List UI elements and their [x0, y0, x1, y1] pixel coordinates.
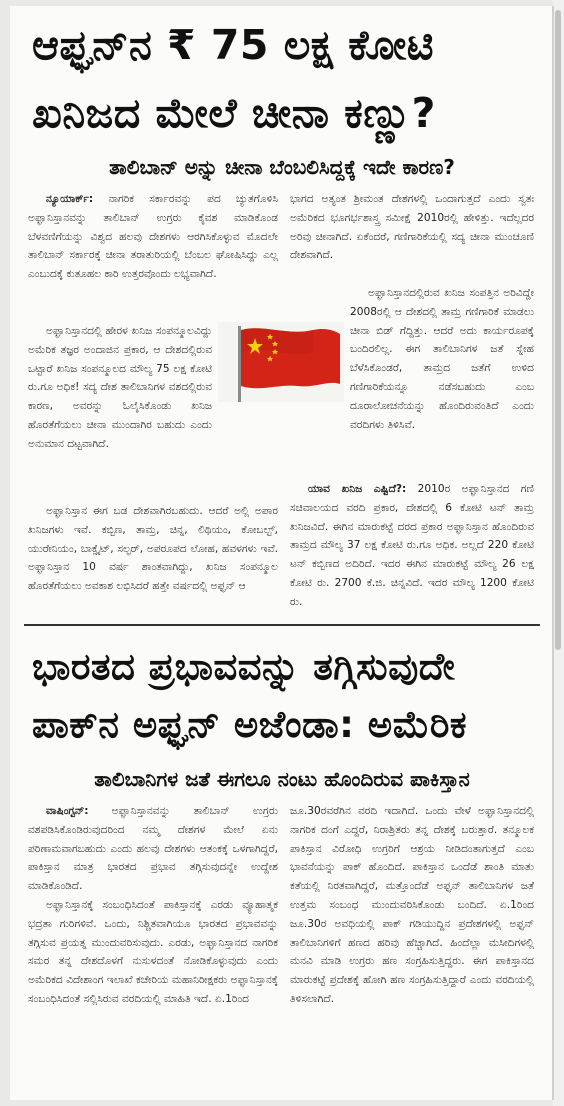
article1-left-paragraph-3: ಅಫ್ಘಾನಿಸ್ತಾನ ಈಗ ಬಡ ದೇಶವಾಗಿರಬಹುದು. ಆದರೆ ಅಲ್ಲಿ ಅಪಾರ ಖನಿಜಗಳು ಇವೆ. ಕಬ್ಬಿಣ, ತಾಮ್ರ, ಚಿನ್ನ, ಲಿಥಿಯಂ, ಕೋಬಲ್ಟ್, ಯುರೇನಿಯಂ, ಬಾಕ್ಸೈಟ್, ಸಲ್ಫರ್, ಅಪರೂಪದ ಲೋಹ, ಹವಳಗಳು ಇವೆ. ಅಫ್ಘಾನಿಸ್ತಾನ 10 ವರ್ಷ ಶಾಂತವಾಗಿದ್ದು, ಖನಿಜ ಸಂಪನ್ಮೂಲ ಹೊರತೆಗೆಯಲು ಅವಕಾಶ ಲಭಿಸಿದರೆ ಹತ್ತೇ ವರ್ಷದಲ್ಲಿ ಅಫ್ಘನ್ ಆ [28, 505, 278, 593]
article1-left-paragraph-1: ನಾಗರಿಕ ಸರ್ಕಾರವನ್ನು ಪದ ಚ್ಯುತಗೊಳಿಸಿ ಅಫ್ಘಾನಿಸ್ತಾನವನ್ನು ತಾಲಿಬಾನ್ ಉಗ್ರರು ಕೈವಶ ಮಾಡಿಕೊಂಡ ಬೆಳವಣಿಗೆಯನ್ನು ವಿಶ್ವದ ಹಲವು ದೇಶಗಳು ಆರಗಿಸಿಕೊಳ್ಳುವ ಮೊದಲೇ ತಾಲಿಬಾನ್ ಸರ್ಕಾರಕ್ಕೆ ಚೀನಾ ತರಾತುರಿಯಲ್ಲಿ ಬೆಂಬಲ ಘೋಷಿಸಿದ್ದು ಎಲ್ಲ ಎಂಬುದಕ್ಕೆ ಕುತೂಹಲ ಕಾರಿ ಉತ್ತರವೊಂದು ಲಭ್ಯವಾಗಿದೆ. [28, 193, 278, 281]
article1-right-column-bottom [290, 480, 534, 612]
article2-headline-line1: ಭಾರತದ ಪ್ರಭಾವವನ್ನು ತಗ್ಗಿಸುವುದೇ [32, 645, 456, 688]
article2-right-column [290, 802, 534, 1009]
article1-left-column-bottom [28, 502, 278, 596]
article2-left-paragraph-2: ಅಫ್ಘಾನಿಸ್ತಾನಕ್ಕೆ ಸಂಬಂಧಿಸಿದಂತೆ ಪಾಕಿಸ್ತಾನಕ್ಕೆ ಎರಡು ವ್ಯೂಹಾತ್ಮಕ ಭದ್ರತಾ ಗುರಿಗಳಿವೆ. ಒಂದು, ನಿಶ್ಚಿತವಾಗಿಯೂ ಭಾರತದ ಪ್ರಭಾವವನ್ನು ತಗ್ಗಿಸುವ ಪ್ರಯತ್ನ ಮುಂದುವರಿಸುವುದು. ಎರಡು, ಅಫ್ಘಾನಿಸ್ತಾನದ ನಾಗರಿಕ ಸಮರ ತನ್ನ ದೇಶದೊಳಗೆ ನುಸುಳದಂತೆ ನೋಡಿಕೊಳ್ಳುವುದು ಎಂದು ಅಮೆರಿಕದ ವಿದೇಶಾಂಗ ಇಲಾಖೆ ಕಚೇರಿಯ ಮಹಾನಿರೀಕ್ಷಕರು ಅಫ್ಘಾನಿಸ್ತಾನಕ್ಕೆ ಸಂಬಂಧಿಸಿದಂತೆ ಸಲ್ಲಿಸಿರುವ ವರದಿಯಲ್ಲಿ ಮಾಹಿತಿ ಇದೆ. ಏ.1ರಿಂದ [28, 898, 278, 1005]
article1-left-column [28, 190, 278, 284]
newspaper-page [10, 6, 554, 1100]
article1-headline-line2: ಖನಿಜದ ಮೇಲೆ ಚೀನಾ ಕಣ್ಣು? [32, 89, 436, 137]
china-flag-image [218, 322, 344, 402]
scrollbar-thumb[interactable] [555, 10, 561, 650]
article-divider [24, 624, 540, 626]
article2-headline-line2: ಪಾಕ್‌ನ ಅಫ್ಘನ್ ಅಜೆಂಡಾ: ಅಮೆರಿಕ [32, 703, 468, 746]
flag-pole [238, 326, 241, 402]
article2-right-paragraph-1: ಜೂ.30ರವರೆಗಿನ ವರದಿ ಇದಾಗಿದೆ. ಒಂದು ವೇಳೆ ಅಫ್ಘಾನಿಸ್ತಾನದಲ್ಲಿ ನಾಗರಿಕ ದಂಗೆ ಎದ್ದರೆ, ನಿರಾಶ್ರಿತರು ತನ್ನ ದೇಶಕ್ಕೆ ಬರುತ್ತಾರೆ. ತನ್ಮೂಲಕ ಪಾಕಿಸ್ತಾನ ವಿರೋಧಿ ಉಗ್ರರಿಗೆ ಆಶ್ರಯ ನೀಡಿದಂತಾಗುತ್ತದೆ ಎಂಬ ಭಾವನೆಯನ್ನು ಪಾಕ್ ಹೊಂದಿದೆ. ಪಾಕಿಸ್ತಾನ ಒಂದೆಡೆ ಶಾಂತಿ ಮಾತು ಕತೆಯಲ್ಲಿ ನಿರತವಾಗಿದ್ದರೆ, ಮತ್ತೊಂದೆಡೆ ಅಫ್ಘನ್ ತಾಲಿಬಾನಿಗಳ ಜತೆ ಉತ್ತಮ ಸಂಬಂಧ ಮುಂದುವರಿಸಿಕೊಂಡು ಬಂದಿದೆ. ಏ.1ರಿಂದ ಜೂ.30ರ ಅವಧಿಯಲ್ಲಿ ಪಾಕ್ ಗಡಿಯುದ್ದಿನ ಪ್ರದೇಶಗಳಲ್ಲಿ ಅಫ್ಘನ್ ತಾಲಿಬಾನಿಗಳಿಗೆ ಹಣದ ಹರಿವು ಹೆಚ್ಚಾಗಿದೆ. ಹಿಂದೆಲ್ಲಾ ಮಸೀದಿಗಳಲ್ಲಿ ಮನವಿ ಮಾಡಿ ಉಗ್ರರು ಹಣ ಸಂಗ್ರಹಿಸುತ್ತಿದ್ದರು. ಈಗ ಪಾಕಿಸ್ತಾನದ ಮಾರುಕಟ್ಟೆ ಪ್ರದೇಶಕ್ಕೆ ಹೋಗಿ ಹಣ ಸಂಗ್ರಹಿಸುತ್ತಿದ್ದಾರೆ ಎಂದು ವರದಿಯಲ್ಲಿ ತಿಳಿಸಲಾಗಿದೆ. [290, 805, 534, 1005]
article1-left-column-wrap [28, 322, 212, 454]
article2-left-paragraph-1: ಅಫ್ಘಾನಿಸ್ತಾನವನ್ನು ತಾಲಿಬಾನ್ ಉಗ್ರರು ವಶಪಡಿಸಿಕೊಂಡಿರುವುದರಿಂದ ನಮ್ಮ ದೇಶಗಳ ಮೇಲೆ ಏನು ಪರಿಣಾಮವಾಗಬಹುದು ಎಂದು ಹಲವು ದೇಶಗಳು ಆತಂಕಕ್ಕೆ ಒಳಗಾಗಿದ್ದರೆ, ಪಾಕಿಸ್ತಾನ ಮಾತ್ರ ಭಾರತದ ಪ್ರಭಾವ ತಗ್ಗಿಸುವುದನ್ನೇ ಉದ್ದೇಶ ಮಾಡಿಕೊಂಡಿದೆ. [28, 805, 278, 893]
article1-subheadline: ತಾಲಿಬಾನ್ ಅನ್ನು ಚೀನಾ ಬೆಂಬಲಿಸಿದ್ದಕ್ಕೆ ಇದೇ ಕಾರಣ? [109, 155, 455, 179]
article2-dateline: ವಾಷಿಂಗ್ಟನ್: [46, 805, 89, 817]
article1-right-column-wrap [350, 284, 534, 434]
article1-left-paragraph-2: ಅಫ್ಘಾನಿಸ್ತಾನದಲ್ಲಿ ಹೇರಳ ಖನಿಜ ಸಂಪನ್ಮೂಲವಿದ್ದು ಅಮೆರಿಕ ತಜ್ಞರ ಅಂದಾಜಿನ ಪ್ರಕಾರ, ಆ ದೇಶದಲ್ಲಿರುವ ಒಟ್ಟಾರೆ ಖನಿಜ ಸಂಪನ್ಮೂಲದ ಮೌಲ್ಯ 75 ಲಕ್ಷ ಕೋಟಿ ರು.ಗೂ ಅಧಿಕ! ಸದ್ಯ ದೇಶ ತಾಲಿಬಾನಿಗಳ ವಶದಲ್ಲಿರುವ ಕಾರಣ, ಅವರನ್ನು ಓಲೈಸಿಕೊಂಡು ಖನಿಜ ಹೊರತೆಗೆಯಲು ಚೀನಾ ಮುಂದಾಗಿರ ಬಹುದು ಎಂದು ಅನುಮಾನ ದಟ್ಟವಾಗಿದೆ. [28, 325, 212, 450]
article1-dateline: ನ್ಯೂಯಾರ್ಕ್: [46, 193, 94, 205]
article2-subheadline: ತಾಲಿಬಾನಿಗಳ ಜತೆ ಈಗಲೂ ನಂಟು ಹೊಂದಿರುವ ಪಾಕಿಸ್ತಾನ [94, 767, 470, 791]
article2-left-column [28, 802, 278, 1009]
article1-right-paragraph-3: 2010ರ ಅಫ್ಘಾನಿಸ್ತಾನದ ಗಣಿ ಸಚಿವಾಲಯದ ವರದಿ ಪ್ರಕಾರ, ದೇಶದಲ್ಲಿ 6 ಕೋಟಿ ಟನ್ ತಾಮ್ರ ಖನಿಜವಿದೆ. ಈಗಿನ ಮಾರುಕಟ್ಟೆ ದರದ ಪ್ರಕಾರ ಅಫ್ಘಾನಿಸ್ತಾನ ಹೊಂದಿರುವ ತಾಮ್ರದ ಮೌಲ್ಯ 37 ಲಕ್ಷ ಕೋಟಿ ರು.ಗೂ ಅಧಿಕ. ಅಲ್ಲದೆ 220 ಕೋಟಿ ಟನ್ ಕಬ್ಬಿಣದ ಅದಿರಿದೆ. ಇದರ ಈಗಿನ ಮಾರುಕಟ್ಟೆ ಮೌಲ್ಯ 26 ಲಕ್ಷ ಕೋಟಿ ರು. 2700 ಕೆ.ಜಿ. ಚಿನ್ನವಿದೆ. ಇದರ ಮೌಲ್ಯ 1200 ಕೋಟಿ ರು. [290, 483, 534, 608]
article1-right-column-top [290, 190, 534, 265]
china-flag-photo [218, 322, 344, 402]
article1-right-paragraph-2a: ಅಫ್ಘಾನಿಸ್ತಾನದಲ್ಲಿರುವ ಖನಿಜ ಸಂಪತ್ತಿನ ಅರಿವಿದ್ದೇ 2008ರಲ್ಲಿ ಆ ದೇಶದಲ್ಲಿ ತಾಮ್ರ ಗಣಿಗಾರಿಕೆ ಮಾಡಲು ಚೀನಾ ಬಿಡ್ ಗೆದ್ದಿತ್ತು. ಆದರೆ ಅದು ಕಾರ್ಯರೂಪಕ್ಕೆ ಬಂದಿರಲಿಲ್ಲ. ಈಗ ತಾಲಿಬಾನಿಗಳ ಜತೆ ಸ್ನೇಹ ಬೆಳೆಸಿಕೊಂಡರೆ, ತಾಮ್ರದ ಜತೆಗೆ ಉಳಿದ ಗಣಿಗಾರಿಕೆಯನ್ನೂ ನಡೆಸಬಹುದು ಎಂಬ ದೂರಾಲೋಚನೆಯನ್ನು ಹೊಂದಿರುವಂತಿದೆ ಎಂದು ವರದಿಗಳು ತಿಳಿಸಿವೆ. [350, 287, 534, 431]
article1-minerals-label: ಯಾವ ಖನಿಜ ಎಷ್ಟಿದೆ?: [308, 483, 407, 495]
article1-headline-line1: ಆಫ್ಘನ್‌ನ ₹ 75 ಲಕ್ಷ ಕೋಟಿ [32, 21, 435, 69]
article1-right-paragraph-1: ಭಾಗದ ಅತ್ಯಂತ ಶ್ರೀಮಂತ ದೇಶಗಳಲ್ಲಿ ಒಂದಾಗುತ್ತದೆ ಎಂದು ಸ್ವತಃ ಅಮೆರಿಕದ ಭೂಗರ್ಭಶಾಸ್ತ್ರ ಸಮೀಕ್ಷೆ 2010ರಲ್ಲಿ ಹೇಳಿತ್ತು. ಇದೆಲ್ಲದರ ಅರಿವು ಚೀನಾಗಿದೆ. ಏಕೆಂದರೆ, ಗಣಿಗಾರಿಕೆಯಲ್ಲಿ ಸದ್ಯ ಚೀನಾ ಮುಂಚೂಣಿ ದೇಶವಾಗಿದೆ. [290, 193, 534, 262]
